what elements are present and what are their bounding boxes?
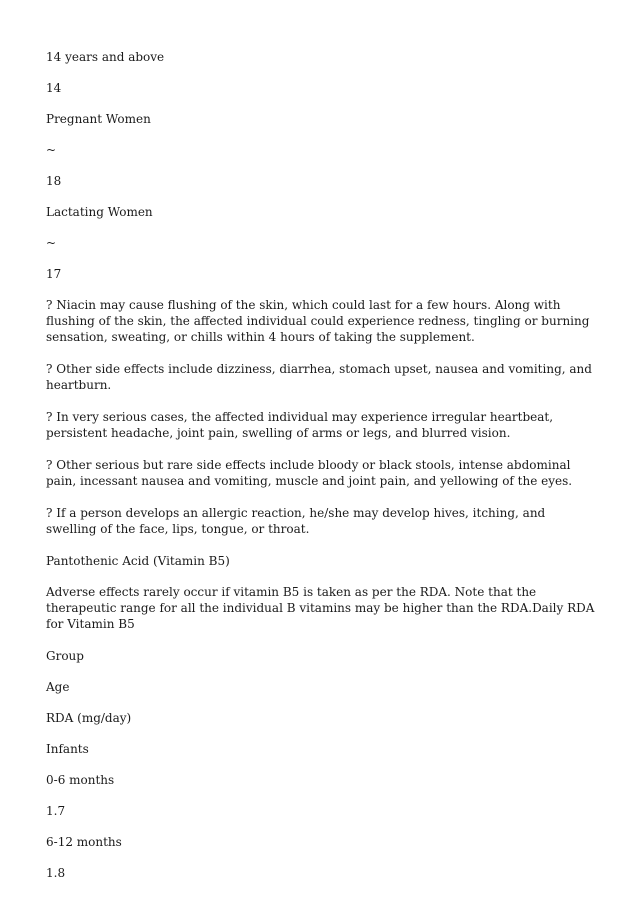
section-intro: Adverse effects rarely occur if vitamin B5 is taken as per the RDA. Note that the therapeutic range for all the individual B vitamins may be higher than the RDA.Daily RDA for Vitamin B5 — [46, 585, 595, 631]
side-effect-allergic: ? If a person develops an allergic reaction, he/she may develop hives, itching, and swelling of the face, lips, tongue, or throat. — [46, 506, 546, 536]
document-page — [46, 49, 598, 896]
side-effect-other: ? Other side effects include dizziness, diarrhea, stomach upset, nausea and vomiting, and heartburn. — [46, 362, 592, 392]
age-range-label: 0-6 months — [46, 773, 115, 787]
side-effect-rare: ? Other serious but rare side effects include bloody or black stools, intense abdominal pain, incessant nausea and vomiting, muscle and joint pain, and yellowing of the eyes. — [46, 458, 573, 488]
rda-value: 14 — [46, 81, 62, 95]
table-header-group: Group — [46, 649, 84, 663]
table-header-rda: RDA (mg/day) — [46, 711, 132, 725]
table-header-age: Age — [46, 680, 70, 694]
rda-value: 1.8 — [46, 866, 66, 880]
rda-value: 18 — [46, 174, 62, 188]
age-placeholder: ~ — [46, 236, 57, 250]
age-placeholder: ~ — [46, 143, 57, 157]
age-range-label: 6-12 months — [46, 835, 122, 849]
rda-value: 17 — [46, 267, 62, 281]
side-effect-flushing: ? Niacin may cause flushing of the skin, which could last for a few hours. Along with flushing of the skin, the affected individual could experience redness, tingling or burning sensation, sweating, or chills within 4 hours of taking the supplement. — [46, 298, 590, 344]
age-range-label: 14 years and above — [46, 50, 165, 64]
group-label: Infants — [46, 742, 89, 756]
group-label: Pregnant Women — [46, 112, 151, 126]
group-label: Lactating Women — [46, 205, 153, 219]
side-effect-serious: ? In very serious cases, the affected individual may experience irregular heartbeat, persistent headache, joint pain, swelling of arms or legs, and blurred vision. — [46, 410, 554, 440]
section-heading: Pantothenic Acid (Vitamin B5) — [46, 554, 230, 568]
rda-value: 1.7 — [46, 804, 66, 818]
